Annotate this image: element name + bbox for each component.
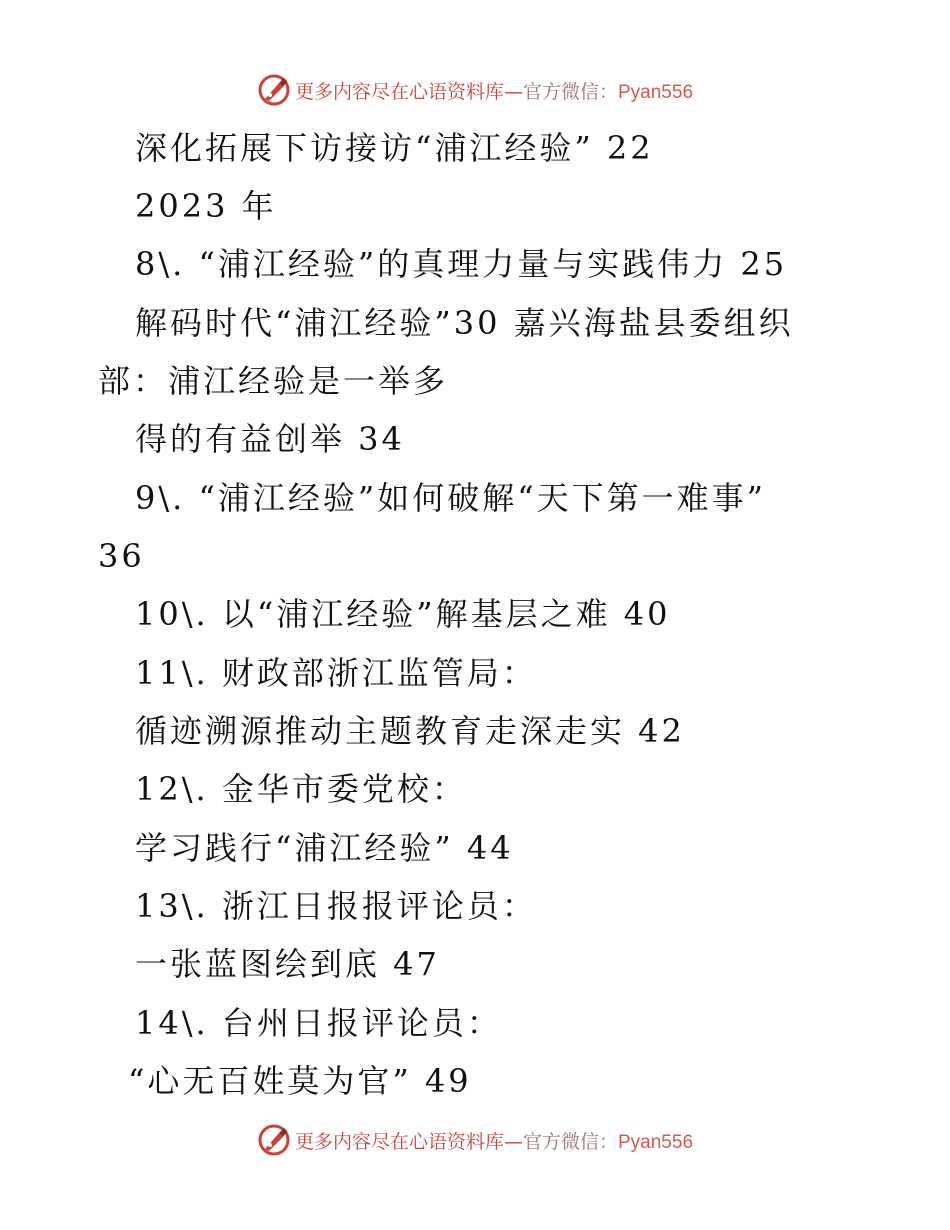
- toc-line: 8\. “浦江经验”的真理力量与实践伟力 25: [135, 245, 788, 283]
- footer-banner-wechat-label: 官方微信：: [522, 1130, 618, 1153]
- toc-line: 14\. 台州日报评论员：: [135, 1004, 502, 1042]
- toc-line: 深化拓展下访接访“浦江经验” 22: [135, 129, 654, 167]
- toc-line: 一张蓝图绘到底 47: [135, 945, 440, 983]
- header-banner-text: [295, 77, 693, 104]
- footer-banner-dash: —: [503, 1130, 523, 1153]
- footer-banner: [0, 1120, 950, 1160]
- pen-logo-icon: [257, 73, 291, 107]
- toc-line: 12\. 金华市委党校：: [135, 770, 467, 808]
- footer-banner-text: [295, 1127, 693, 1154]
- toc-line: 学习践行“浦江经验” 44: [135, 829, 514, 867]
- pen-logo-icon: [257, 1123, 291, 1157]
- toc-line: 13\. 浙江日报报评论员：: [135, 887, 537, 925]
- footer-banner-wechat-id: Pyan556: [618, 1131, 694, 1153]
- toc-line: “心无百姓莫为官” 49: [128, 1062, 472, 1100]
- header-banner: [0, 70, 950, 110]
- toc-line: 得的有益创举 34: [135, 420, 405, 458]
- toc-line: 10\. 以“浦江经验”解基层之难 40: [135, 595, 671, 633]
- header-banner-dash: —: [503, 80, 523, 103]
- toc-line: 36: [98, 537, 145, 575]
- toc-line: 部：浦江经验是一举多: [98, 362, 449, 400]
- toc-line: 解码时代“浦江经验”30 嘉兴海盐县委组织: [135, 304, 794, 342]
- header-banner-wechat-id: Pyan556: [618, 81, 694, 103]
- header-banner-wechat-label: 官方微信：: [522, 80, 618, 103]
- toc-line: 9\. “浦江经验”如何破解“天下第一难事”: [135, 479, 766, 517]
- toc-line: 11\. 财政部浙江监管局：: [135, 654, 537, 692]
- toc-line: 2023 年: [135, 187, 277, 225]
- footer-banner-library: 更多内容尽在心语资料库: [294, 1130, 504, 1153]
- toc-line: 循迹溯源推动主题教育走深走实 42: [135, 712, 685, 750]
- header-banner-library: 更多内容尽在心语资料库: [294, 80, 504, 103]
